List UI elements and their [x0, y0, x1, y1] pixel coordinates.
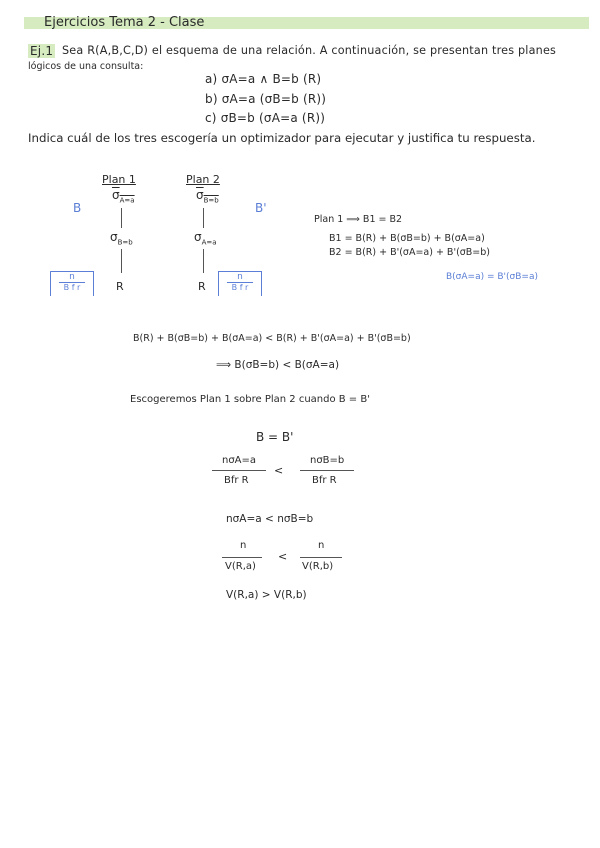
- fraction2-den-left: V(R,a): [225, 561, 256, 572]
- sigma-subscript: B=b: [117, 238, 133, 247]
- fraction2-num-right: n: [318, 540, 325, 551]
- plan1-edge-1: [121, 208, 122, 228]
- exercise-line1: Sea R(A,B,C,D) el esquema de una relación. A continuación, se presentan tres planes: [62, 44, 557, 57]
- plan1-title: Plan 1: [102, 173, 136, 186]
- inequality-2: ⟹ B(σB=b) < B(σA=a): [216, 359, 340, 371]
- fraction1-num-left: nσA=a: [222, 455, 257, 466]
- cost-b2: B2 = B(R) + B'(σA=a) + B'(σB=b): [329, 247, 491, 258]
- fraction1-line-right: [300, 470, 354, 471]
- sigma-symbol: σ: [196, 188, 204, 202]
- plan-c: c) σB=b (σA=a (R)): [205, 111, 326, 125]
- page-title: Ejercicios Tema 2 - Clase: [44, 15, 205, 30]
- inequality-1: B(R) + B(σB=b) + B(σA=a) < B(R) + B'(σA=a) + B'(σB=b): [133, 333, 411, 344]
- fraction1-num-right: nσB=b: [310, 455, 345, 466]
- blocks-denominator: B f r: [231, 283, 249, 292]
- plan2-leaf: R: [198, 280, 206, 293]
- plan2-edge-2: [203, 249, 204, 273]
- fraction1-line-left: [212, 470, 266, 471]
- conclusion-sentence: Escogeremos Plan 1 sobre Plan 2 cuando B = B': [130, 394, 370, 405]
- plan2-title: Plan 2: [186, 173, 220, 186]
- costs-title: Plan 1 ⟹ B1 = B2: [314, 214, 403, 225]
- sigma-symbol: σ: [194, 230, 202, 244]
- exercise-label: Ej.1: [30, 44, 54, 58]
- fraction2-lt: <: [278, 550, 288, 563]
- plan1-edge-2: [121, 249, 122, 273]
- cost-label-right: B': [255, 201, 267, 215]
- blocks-formula-left: [50, 271, 94, 296]
- blocks-numerator: n: [237, 272, 243, 282]
- sigma-subscript: A=a: [119, 196, 135, 205]
- blocks-denominator: B f r: [63, 283, 81, 292]
- fraction2-line-right: [300, 557, 342, 558]
- fraction1-lt: <: [274, 464, 284, 477]
- cost-b1: B1 = B(R) + B(σB=b) + B(σA=a): [329, 233, 485, 244]
- sigma-symbol: σ: [112, 188, 120, 202]
- fraction1-den-right: Bfr R: [312, 475, 337, 486]
- fraction2-den-right: V(R,b): [302, 561, 334, 572]
- blocks-formula-right: [218, 271, 262, 296]
- plan2-sigma-mid: [194, 230, 217, 246]
- n-inequality: nσA=a < nσB=b: [226, 513, 314, 525]
- exercise-line2: lógicos de una consulta:: [28, 61, 144, 72]
- fraction2-num-left: n: [240, 540, 247, 551]
- plan1-leaf: R: [116, 280, 124, 293]
- cost-note: B(σA=a) = B'(σB=a): [446, 272, 538, 282]
- plan1-sigma-top: [112, 188, 135, 204]
- plan1-sigma-mid: [110, 230, 133, 246]
- equation-b: B = B': [256, 430, 294, 444]
- sigma-symbol: σ: [110, 230, 118, 244]
- plan-a: a) σA=a ∧ B=b (R): [205, 72, 322, 86]
- question: Indica cuál de los tres escogería un optimizador para ejecutar y justifica tu respuesta.: [28, 131, 536, 145]
- fraction1-den-left: Bfr R: [224, 475, 249, 486]
- plan-b: b) σA=a (σB=b (R)): [205, 92, 327, 106]
- final-inequality: V(R,a) > V(R,b): [226, 589, 307, 601]
- blocks-numerator: n: [69, 272, 75, 282]
- sigma-subscript: A=a: [201, 238, 217, 247]
- fraction2-line-left: [222, 557, 262, 558]
- plan2-edge-1: [203, 208, 204, 228]
- cost-label-left: B: [73, 201, 82, 215]
- plan2-sigma-top: [196, 188, 219, 204]
- sigma-subscript: B=b: [203, 196, 219, 205]
